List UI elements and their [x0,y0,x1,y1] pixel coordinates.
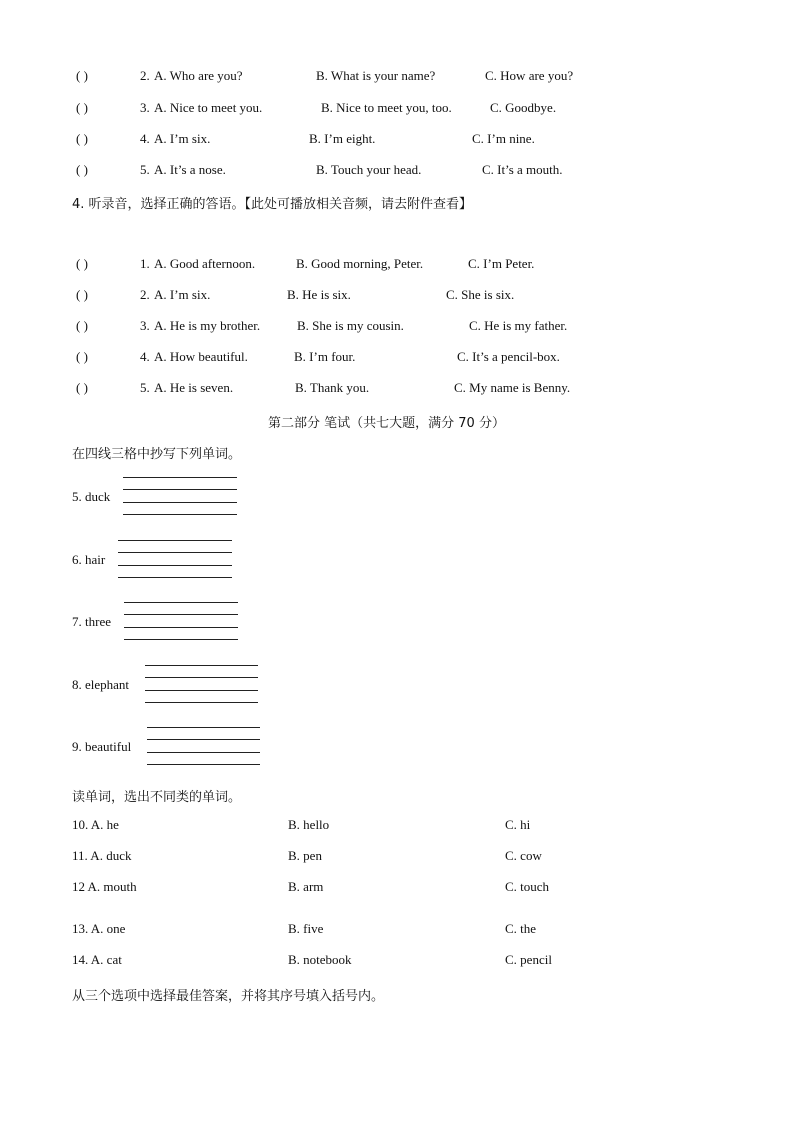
item-number: 3. [140,318,150,333]
four-line-grid[interactable] [124,602,238,642]
answer-paren[interactable]: ( ) [76,287,88,302]
answer-paren[interactable]: ( ) [76,100,88,115]
option-b: B. He is six. [287,287,351,302]
option-c: C. My name is Benny. [454,380,571,395]
option-a: A. It’s a nose. [154,162,226,177]
item-number: 2. [140,68,150,83]
four-line-grid[interactable] [147,727,260,767]
option-a: A. He is seven. [154,380,234,395]
copy-word-label: 5. duck [72,489,111,504]
option-a: A. How beautiful. [154,349,248,364]
four-line-grid[interactable] [145,665,258,705]
option-c: C. touch [505,879,550,894]
answer-paren[interactable]: ( ) [76,68,88,83]
copy-word-label: 7. three [72,614,111,629]
item-number: 4. [140,131,150,146]
answer-paren[interactable]: ( ) [76,256,88,271]
item-number: 1. [140,256,150,271]
option-c: C. the [505,921,537,936]
option-c: C. Goodbye. [490,100,557,115]
option-c: C. I’m nine. [472,131,535,146]
copy-heading: 在四线三格中抄写下列单词。 [72,447,242,462]
option-b: B. What is your name? [316,68,436,83]
option-a: A. Nice to meet you. [154,100,263,115]
option-b: B. pen [288,848,322,863]
option-b: B. five [288,921,324,936]
item-number: 3. [140,100,150,115]
option-c: C. pencil [505,952,552,967]
q4-heading: 4. 听录音，选择正确的答语。【此处可播放相关音频，请去附件查看】 [72,197,473,212]
option-a: 11. A. duck [72,848,132,863]
option-c: C. hi [505,817,531,832]
item-number: 2. [140,287,150,302]
option-c: C. I’m Peter. [468,256,535,271]
copy-word-label: 8. elephant [72,677,130,692]
odd-heading: 读单词，选出不同类的单词。 [72,790,242,805]
four-line-grid[interactable] [118,540,232,580]
option-b: B. hello [288,817,330,832]
answer-paren[interactable]: ( ) [76,318,88,333]
option-c: C. She is six. [446,287,515,302]
option-a: A. I’m six. [154,131,211,146]
option-c: C. How are you? [485,68,574,83]
option-b: B. Touch your head. [316,162,422,177]
item-number: 5. [140,380,150,395]
option-b: B. arm [288,879,324,894]
option-c: C. He is my father. [469,318,568,333]
option-b: B. Good morning, Peter. [296,256,424,271]
answer-paren[interactable]: ( ) [76,162,88,177]
copy-word-label: 9. beautiful [72,739,132,754]
item-number: 5. [140,162,150,177]
four-line-grid[interactable] [123,477,237,517]
option-a: A. Good afternoon. [154,256,256,271]
option-b: B. She is my cousin. [297,318,404,333]
part2-title: 第二部分 笔试（共七大题，满分 70 分） [268,416,505,431]
option-a: 13. A. one [72,921,126,936]
answer-paren[interactable]: ( ) [76,131,88,146]
option-a: 10. A. he [72,817,119,832]
option-c: C. It’s a mouth. [482,162,563,177]
answer-paren[interactable]: ( ) [76,349,88,364]
option-b: B. I’m four. [294,349,356,364]
item-number: 4. [140,349,150,364]
choose-heading: 从三个选项中选择最佳答案，并将其序号填入括号内。 [72,989,385,1004]
option-a: A. Who are you? [154,68,243,83]
option-c: C. cow [505,848,542,863]
option-a: 14. A. cat [72,952,122,967]
option-a: A. I’m six. [154,287,211,302]
answer-paren[interactable]: ( ) [76,380,88,395]
option-b: B. notebook [288,952,352,967]
copy-word-label: 6. hair [72,552,106,567]
option-a: A. He is my brother. [154,318,261,333]
option-b: B. I’m eight. [309,131,376,146]
option-b: B. Thank you. [295,380,370,395]
option-b: B. Nice to meet you, too. [321,100,452,115]
option-a: 12 A. mouth [72,879,137,894]
option-c: C. It’s a pencil-box. [457,349,560,364]
